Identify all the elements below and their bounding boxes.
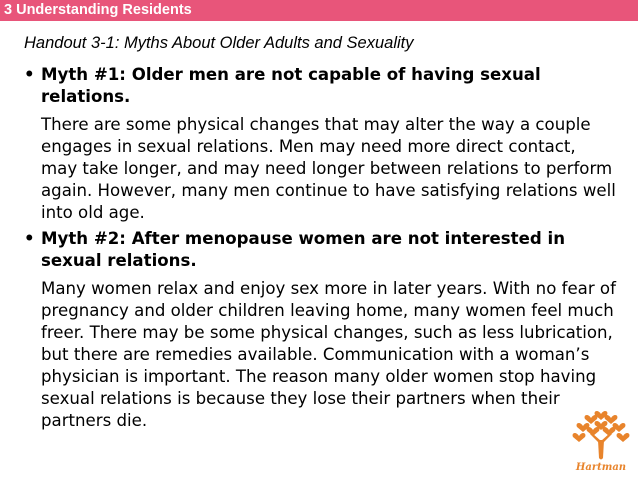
bullet-icon: • bbox=[24, 229, 35, 248]
hartman-logo bbox=[572, 404, 630, 474]
myth-2-body: Many women relax and enjoy sex more in later years. With no fear of pregnancy and older children leaving home, many women feel much freer. There may be some physical changes, such as less lubrication, but there are remedies available. Communication with a woman’s physician is important. The reason many older women stop having sexual relations is because they lose their partners when their partners die. bbox=[41, 279, 616, 430]
myth-1-heading-text: Myth #1: Older men are not capable of having sexual relations. bbox=[41, 65, 541, 106]
header-bar bbox=[0, 0, 638, 21]
myth-1-heading bbox=[24, 64, 616, 108]
bullet-icon: • bbox=[24, 65, 35, 84]
myth-2-heading-text: Myth #2: After menopause women are not interested in sexual relations. bbox=[41, 229, 566, 270]
heart-tree-icon bbox=[572, 404, 630, 474]
myth-1-body: There are some physical changes that may alter the way a couple engages in sexual relations. Men may need more direct contact, may take longer, and may need longer between relations to perform again. However, many men continue to have satisfying relations well into old age. bbox=[41, 115, 616, 222]
handout-content bbox=[24, 64, 616, 432]
handout-title: Handout 3-1: Myths About Older Adults and Sexuality bbox=[24, 34, 414, 52]
logo-text: Hartman bbox=[575, 462, 627, 473]
section-title: 3 Understanding Residents bbox=[4, 2, 192, 18]
myth-2-heading bbox=[24, 228, 616, 272]
